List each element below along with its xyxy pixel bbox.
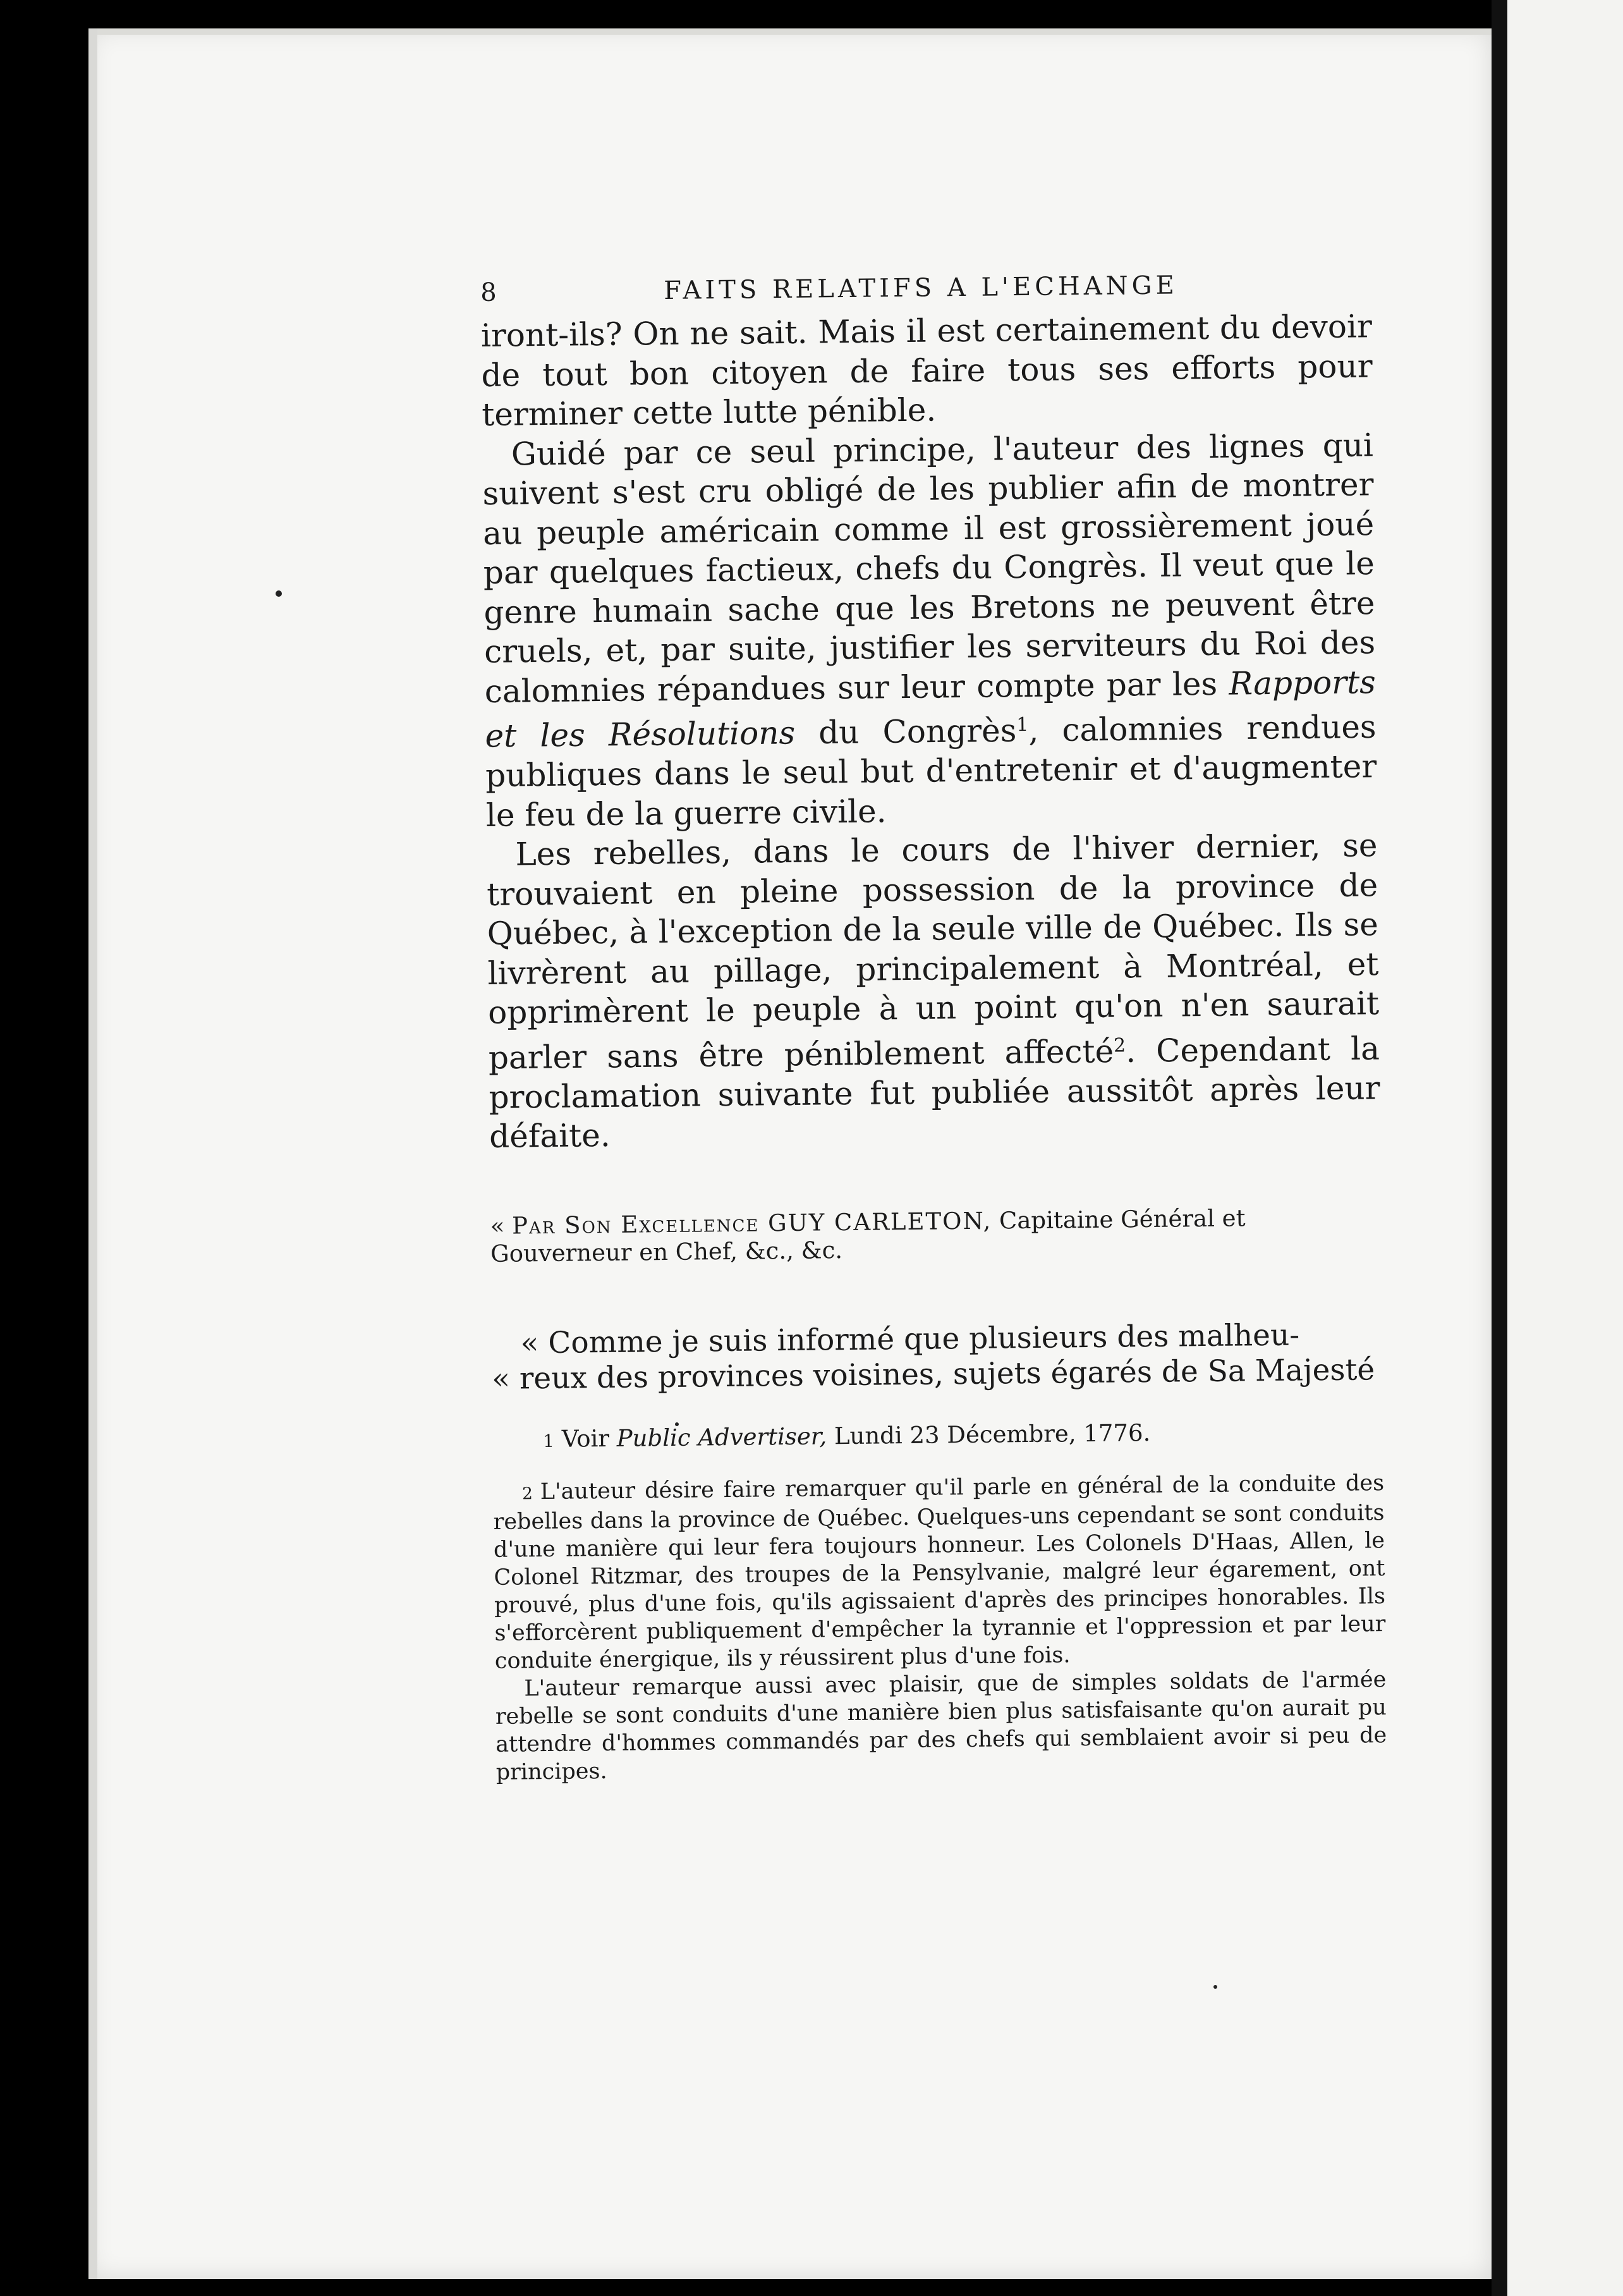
italic-rapports: Rapports et xyxy=(485,663,1377,755)
proclamation-heading xyxy=(490,1203,1382,1268)
italic-resolutions: les Résolutions xyxy=(540,714,796,754)
facing-page-edge xyxy=(1507,0,1623,2296)
page-content xyxy=(480,269,1387,1786)
footnote-2 xyxy=(493,1469,1386,1675)
paragraph-3 xyxy=(486,826,1380,1156)
footnote-1-mark: 1 xyxy=(543,1430,555,1451)
paragraph-3-text: Les rebelles, dans le cours de l'hiver dernier, se trouvaient en pleine possession de la province de Québec, à l'exception de la seule ville de Québec. Ils se livrèrent au pillage, principalement à Montréal, et opprimèrent le peuple à un point qu'on n'en saurait parler sans être péniblement affecté xyxy=(486,827,1380,1076)
quote-line-2: « reux des provinces voisines, sujets égarés de Sa Majesté xyxy=(491,1352,1375,1396)
footnote-1-pre: Voir xyxy=(561,1424,617,1453)
paragraph-3-end: . Cependant la proclamation suivante fut publiée aussitôt après leur défaite. xyxy=(489,1030,1380,1155)
proclamation-name: GUY CARLETON, xyxy=(759,1207,992,1237)
ink-speck xyxy=(1213,1985,1217,1989)
book-gutter xyxy=(1492,0,1507,2296)
proclamation-open-quote: « xyxy=(490,1212,513,1240)
paragraph-1: iront-ils? On ne sait. Mais il est certainement du devoir de tout bon citoyen de faire tous ses efforts pour terminer cette lutte pénible. xyxy=(480,308,1373,433)
paragraph-2-text: Guidé par ce seul principe, l'auteur des lignes qui suivent s'est cru obligé de les publier afin de montrer au peuple américain comme il est grossièrement joué par quelques factieux, chefs du Congrès. Il veut que le genre humain sache que les Bretons ne peuvent être cruels, et, par suite, justifier les serviteurs du Roi des calomnies répandues sur leur compte par les xyxy=(482,426,1376,710)
footnote-1-source: Public Advertiser, xyxy=(616,1422,827,1452)
proclamation-title: Par Son Excellence xyxy=(511,1209,760,1240)
proclamation-rank: Capitaine Général et Gouverneur en Chef, &c., &c. xyxy=(490,1204,1246,1267)
footnote-1-date: Lundi 23 Décembre, 1776. xyxy=(826,1419,1151,1450)
page-top-edge xyxy=(88,28,1492,35)
paragraph-2-end: , calomnies rendues publiques dans le seul but d'entretenir et d'augmenter le feu de la guerre civile. xyxy=(485,708,1377,834)
footnote-2-text: L'auteur désire faire remarquer qu'il parle en général de la conduite des rebelles dans la province de Québec. Quelques-uns cependant se sont conduits d'une manière qui leur fera toujours honneur. Les Colonels D'Haas, Allen, le Colonel Ritzmar, des troupes de la Pensylvanie, malgré leur égarement, ont prouvé, plus d'une fois, qu'ils agissaient d'après des principes honorables. Ils s'efforcèrent publiquement d'empêcher la tyrannie et l'oppression et par leur conduite énergique, ils y réussirent plus d'une fois. xyxy=(493,1470,1386,1674)
page-left-edge xyxy=(88,28,97,2279)
paragraph-2-congres: du Congrès xyxy=(794,712,1017,752)
footnote-ref-2: 2 xyxy=(1113,1034,1126,1057)
footnote-2-continued: L'auteur remarque aussi avec plaisir, que de simples soldats de l'armée rebelle se sont conduits d'une manière bien plus satisfaisante qu'on aurait pu attendre d'hommes commandés par des chefs qui semblaient avoir si peu de principes. xyxy=(495,1666,1387,1785)
paragraph-2 xyxy=(482,425,1378,835)
ink-speck xyxy=(276,590,282,597)
page-number: 8 xyxy=(480,278,497,307)
quote-line-1: « Comme je suis informé que plusieurs des malheu- xyxy=(520,1317,1300,1360)
footnote-ref-1: 1 xyxy=(1016,713,1029,736)
running-head-title: FAITS RELATIFS A L'ECHANGE xyxy=(663,271,1178,305)
footnote-2-mark: 2 xyxy=(521,1484,533,1503)
